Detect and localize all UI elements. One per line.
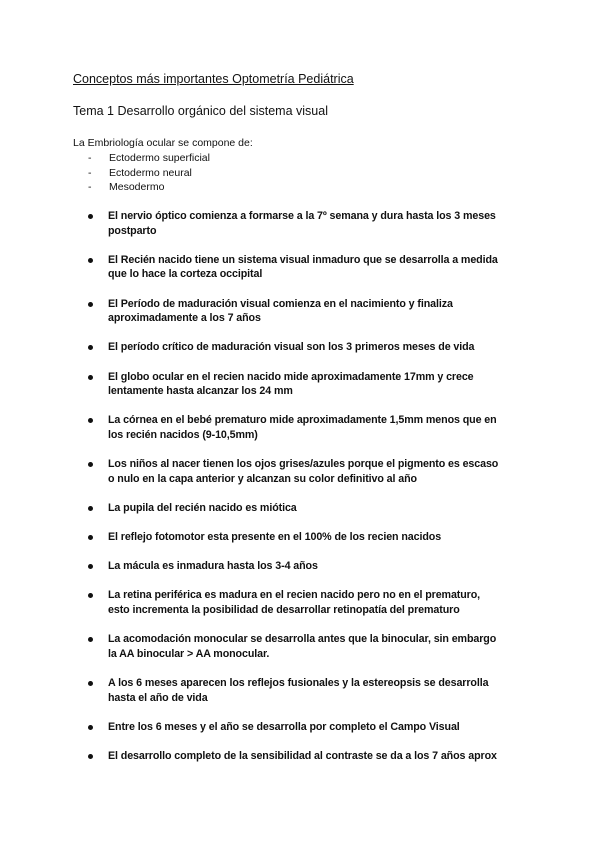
concept-text-line: La córnea en el bebé prematuro mide aproximadamente 1,5mm menos que en bbox=[108, 414, 497, 427]
concept-item bbox=[88, 676, 528, 705]
dash-marker: - bbox=[88, 166, 92, 179]
concept-item bbox=[88, 340, 528, 355]
concept-item bbox=[88, 559, 528, 574]
concept-text-line: El reflejo fotomotor esta presente en el 100% de los recien nacidos bbox=[108, 531, 442, 544]
bullet-dot-icon bbox=[88, 754, 93, 759]
concept-item bbox=[88, 720, 528, 735]
bullet-dot-icon bbox=[88, 593, 93, 598]
concept-item bbox=[88, 370, 528, 399]
concept-item bbox=[88, 749, 528, 764]
bullet-dot-icon bbox=[88, 302, 93, 307]
list-item-text: Ectodermo neural bbox=[109, 166, 192, 179]
bullet-dot-icon bbox=[88, 564, 93, 569]
concept-text-line: El nervio óptico comienza a formarse a la 7º semana y dura hasta los 3 meses bbox=[108, 210, 496, 222]
concept-item bbox=[88, 209, 528, 238]
concept-text-line: El globo ocular en el recien nacido mide aproximadamente 17mm y crece bbox=[108, 370, 474, 383]
embryo-layer-list bbox=[88, 151, 210, 195]
concept-text-line: La retina periférica es madura en el recien nacido pero no en el prematuro, bbox=[108, 589, 481, 602]
list-item bbox=[88, 180, 210, 195]
concept-text-line: La acomodación monocular se desarrolla antes que la binocular, sin embargo bbox=[108, 633, 497, 646]
dash-marker: - bbox=[88, 152, 92, 164]
concept-item bbox=[88, 530, 528, 545]
concept-text-line: hasta el año de vida bbox=[108, 691, 208, 704]
concept-item bbox=[88, 457, 528, 486]
concept-text-line: El Recién nacido tiene un sistema visual inmaduro que se desarrolla a medida bbox=[108, 253, 498, 266]
concept-item bbox=[88, 297, 528, 326]
concept-text-line: El desarrollo completo de la sensibilidad al contraste se da a los 7 años aprox bbox=[108, 749, 497, 762]
concept-text-line: aproximadamente a los 7 años bbox=[108, 312, 261, 325]
bullet-dot-icon bbox=[88, 214, 93, 219]
concept-list bbox=[88, 209, 528, 778]
concept-item bbox=[88, 501, 528, 516]
concept-text-line: A los 6 meses aparecen los reflejos fusionales y la estereopsis se desarrolla bbox=[108, 677, 489, 689]
bullet-dot-icon bbox=[88, 725, 93, 730]
bullet-dot-icon bbox=[88, 375, 93, 380]
list-item bbox=[88, 166, 210, 181]
bullet-dot-icon bbox=[88, 258, 93, 263]
list-item-text: Ectodermo superficial bbox=[109, 152, 210, 164]
concept-text-line: El período crítico de maduración visual son los 3 primeros meses de vida bbox=[108, 341, 475, 354]
concept-text-line: que lo hace la corteza occipital bbox=[108, 268, 263, 281]
bullet-dot-icon bbox=[88, 681, 93, 686]
concept-text-line: los recién nacidos (9-10,5mm) bbox=[108, 428, 258, 441]
bullet-dot-icon bbox=[88, 506, 93, 511]
bullet-dot-icon bbox=[88, 345, 93, 350]
bullet-dot-icon bbox=[88, 418, 93, 423]
topic-heading: Tema 1 Desarrollo orgánico del sistema visual bbox=[73, 104, 328, 118]
concept-item bbox=[88, 588, 528, 617]
concept-item bbox=[88, 632, 528, 661]
list-item bbox=[88, 151, 210, 166]
dash-marker: - bbox=[88, 181, 92, 194]
bullet-dot-icon bbox=[88, 637, 93, 642]
concept-text-line: postparto bbox=[108, 224, 157, 237]
concept-text-line: lentamente hasta alcanzar los 24 mm bbox=[108, 385, 293, 398]
bullet-dot-icon bbox=[88, 462, 93, 467]
document-title: Conceptos más importantes Optometría Pediátrica bbox=[73, 72, 354, 86]
concept-item bbox=[88, 413, 528, 442]
intro-text: La Embriología ocular se compone de: bbox=[73, 137, 253, 149]
concept-text-line: o nulo en la capa anterior y alcanzan su color definitivo al año bbox=[108, 472, 417, 485]
concept-item bbox=[88, 253, 528, 282]
concept-text-line: El Período de maduración visual comienza en el nacimiento y finaliza bbox=[108, 297, 453, 310]
concept-text-line: La mácula es inmadura hasta los 3-4 años bbox=[108, 560, 318, 573]
list-item-text: Mesodermo bbox=[109, 181, 165, 194]
concept-text-line: esto incrementa la posibilidad de desarrollar retinopatía del prematuro bbox=[108, 604, 460, 617]
concept-text-line: La pupila del recién nacido es miótica bbox=[108, 501, 297, 514]
concept-text-line: la AA binocular > AA monocular. bbox=[108, 647, 270, 660]
bullet-dot-icon bbox=[88, 535, 93, 540]
concept-text-line: Los niños al nacer tienen los ojos grises/azules porque el pigmento es escaso bbox=[108, 458, 499, 471]
concept-text-line: Entre los 6 meses y el año se desarrolla por completo el Campo Visual bbox=[108, 720, 460, 733]
